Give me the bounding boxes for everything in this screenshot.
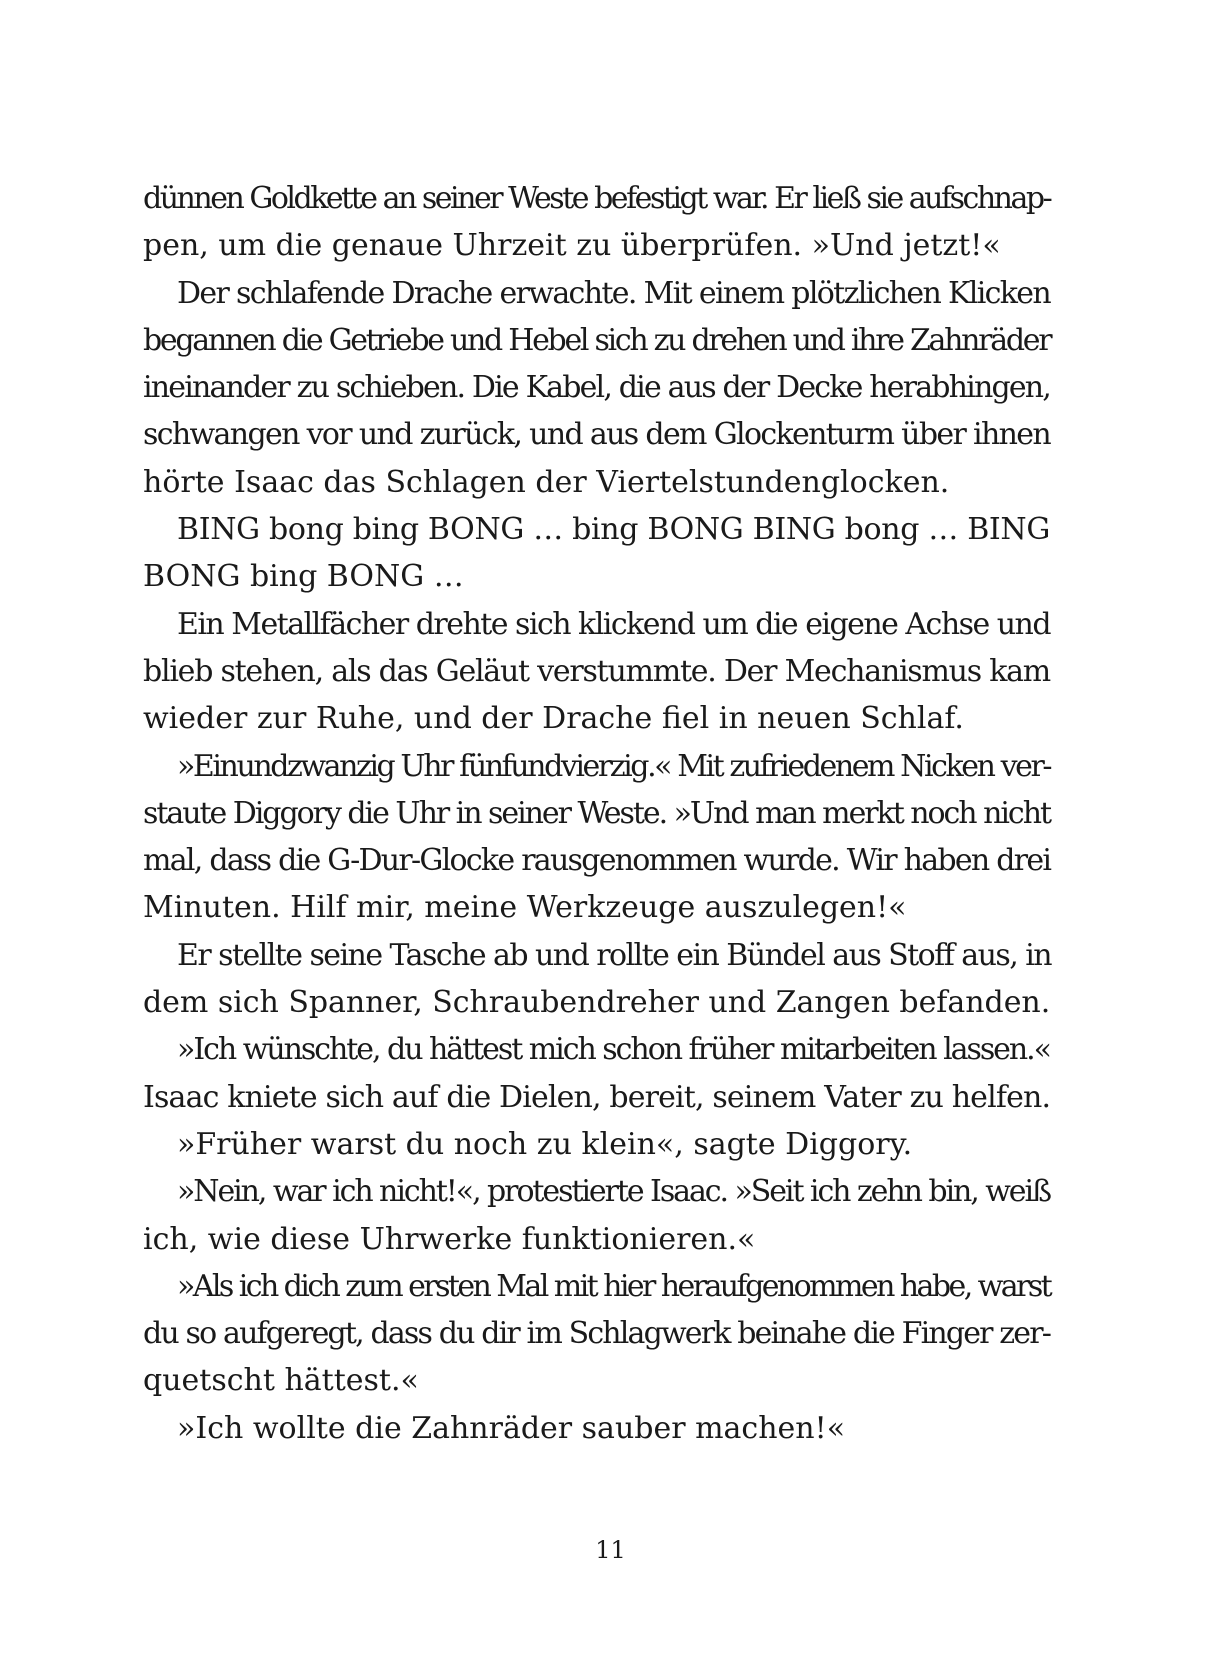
text-line: BING bong bing BONG … bing BONG BING bong … BING [177, 512, 1050, 548]
text-line: BONG bing BONG … [143, 559, 464, 595]
body-text [143, 175, 1050, 1452]
text-line: Isaac kniete sich auf die Dielen, bereit, seinem Vater zu helfen. [143, 1079, 1051, 1115]
text-line: blieb stehen, als das Geläut verstummte. Der Mechanismus kam [143, 653, 1050, 689]
text-line: »Früher warst du noch zu klein«, sagte Diggory. [177, 1126, 913, 1162]
text-line: ineinander zu schieben. Die Kabel, die aus der Decke herabhingen, [143, 370, 1050, 406]
text-line: Minuten. Hilf mir, meine Werkzeuge auszulegen!« [143, 890, 907, 926]
text-line: wieder zur Ruhe, und der Drache fiel in neuen Schlaf. [143, 701, 964, 737]
page-number: 11 [595, 1536, 626, 1564]
text-line: hörte Isaac das Schlagen der Viertelstundenglocken. [143, 464, 950, 500]
text-line: quetscht hättest.« [143, 1363, 419, 1399]
text-line: dem sich Spanner, Schraubendreher und Zangen befanden. [143, 985, 1051, 1021]
text-line: »Einundzwanzig Uhr fünfundvierzig.« Mit zufriedenem Nicken ver- [177, 748, 1051, 784]
text-line: »Ich wollte die Zahnräder sauber machen!« [177, 1410, 846, 1446]
text-line: schwangen vor und zurück, und aus dem Glockenturm über ihnen [143, 417, 1051, 453]
text-line: Er stellte seine Tasche ab und rollte ein Bündel aus Stoff aus, in [177, 937, 1052, 973]
text-line: begannen die Getriebe und Hebel sich zu drehen und ihre Zahnräder [143, 322, 1051, 358]
text-line: ich, wie diese Uhrwerke funktionieren.« [143, 1221, 756, 1257]
text-line: pen, um die genaue Uhrzeit zu überprüfen. »Und jetzt!« [143, 228, 1001, 264]
text-line: du so aufgeregt, dass du dir im Schlagwerk beinahe die Finger zer- [143, 1316, 1050, 1352]
text-line: staute Diggory die Uhr in seiner Weste. »Und man merkt noch nicht [143, 795, 1050, 831]
text-line: »Nein, war ich nicht!«, protestierte Isaac. »Seit ich zehn bin, weiß [177, 1174, 1050, 1210]
text-line: »Ich wünschte, du hättest mich schon früher mitarbeiten lassen.« [177, 1032, 1050, 1068]
text-line: »Als ich dich zum ersten Mal mit hier heraufgenommen habe, warst [177, 1268, 1051, 1304]
text-line: Der schlafende Drache erwachte. Mit einem plötzlichen Klicken [177, 275, 1051, 311]
text-line: mal, dass die G-Dur-Glocke rausgenommen wurde. Wir haben drei [143, 843, 1051, 879]
text-line: Ein Metallfächer drehte sich klickend um die eigene Achse und [177, 606, 1050, 642]
text-line: dünnen Goldkette an seiner Weste befestigt war. Er ließ sie aufschnap- [143, 181, 1051, 216]
